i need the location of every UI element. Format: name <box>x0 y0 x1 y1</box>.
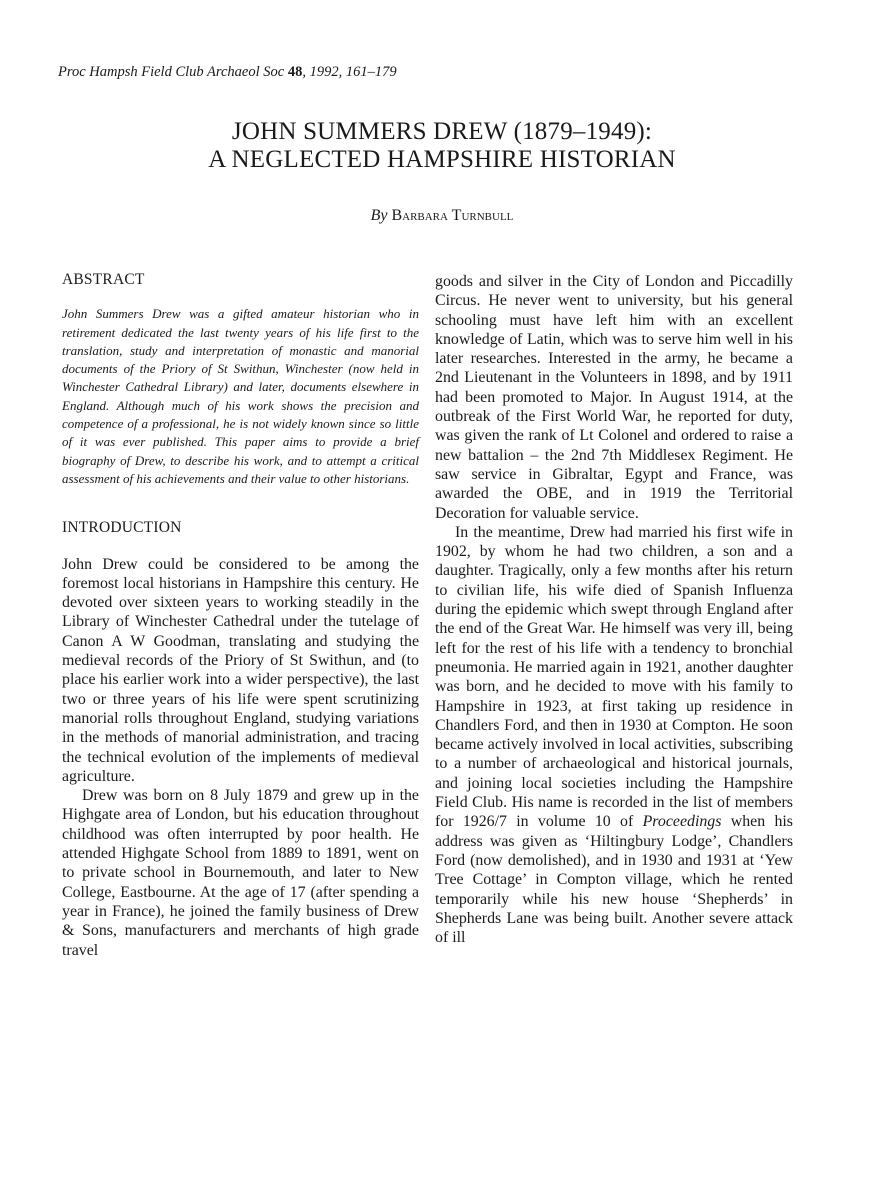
journal-name: Proc Hampsh Field Club Archaeol Soc <box>58 64 285 80</box>
introduction-heading: INTRODUCTION <box>62 519 182 537</box>
author-name: Barbara Turnbull <box>391 207 514 224</box>
intro-paragraph-2: Drew was born on 8 July 1879 and grew up in the Highgate area of London, but his education throughout childhood was often interrupted by poor health. He attended Highgate School from 1889 to 1891, went on to private school in Bournemouth, and later to New College, Eastbourne. At the age of 17 (after spending a year in France), he joined the family business of Drew & Sons, manufacturers and merchants of high grade travel <box>62 787 419 959</box>
title-line-1: JOHN SUMMERS DREW (1879–1949): <box>231 118 653 145</box>
intro-paragraph-1: John Drew could be considered to be among the foremost local historians in Hampshire this century. He devoted over sixteen years to working steadily in the Library of Winchester Cathedral under the tutelage of Canon A W Goodman, translating and studying the medieval records of the Priory of St Swithun, and (to place his earlier work into a wider perspective), the last two or three years of his life were spent scrutinizing manorial rolls throughout England, studying variations in the methods of manorial administration, and tracing the technical evolution of the implements of medieval agriculture. <box>62 555 419 785</box>
byline <box>0 207 884 225</box>
right-column <box>435 272 793 947</box>
right-paragraph-1: goods and silver in the City of London and Piccadilly Circus. He never went to university, but his general schooling must have left him with an excellent knowledge of Latin, which was to serve him well in his later researches. Interested in the army, he became a 2nd Lieutenant in the Volunteers in 1898, and by 1911 had been promoted to Major. In August 1914, at the outbreak of the First World War, he reported for duty, was given the rank of Lt Colonel and ordered to raise a new battalion – the 2nd 7th Middlesex Regiment. He saw service in Gibraltar, Egypt and France, was awarded the OBE, and in 1919 the Territorial Decoration for valuable service. <box>435 273 793 522</box>
abstract-text: John Summers Drew was a gifted amateur historian who in retirement dedicated the last twenty years of his life first to the translation, study and interpretation of monastic and manorial documents of the Priory of St Swithun, Winchester (now held in Winchester Cathedral Library) and later, documents elsewhere in England. Although much of his work shows the precision and competence of a professional, he is not widely known since so little of it was ever published. This paper aims to provide a brief biography of Drew, to describe his work, and to attempt a critical assessment of his achievements and their value to other historians. <box>62 306 419 486</box>
journal-citation <box>58 64 397 81</box>
volume-number: 48 <box>287 64 303 80</box>
proceedings-italic: Proceedings <box>642 813 722 831</box>
article-title <box>0 118 884 174</box>
abstract-heading: ABSTRACT <box>62 271 145 288</box>
right-paragraph-2-part-2: when his address was given as ‘Hiltingbury Lodge’, Chandlers Ford (now demolished), and in 1930 and 1931 at ‘Yew Tree Cottage’ in Compton village, which he rented temporarily while his new house ‘Shepherds’ in Shepherds Lane was being built. Another severe attack of ill <box>435 813 793 947</box>
title-line-2: A NEGLECTED HAMPSHIRE HISTORIAN <box>208 146 676 173</box>
right-paragraph-2-part-1: In the meantime, Drew had married his first wife in 1902, by whom he had two children, a son and a daughter. Tragically, only a few months after his return to civilian life, his wife died of Spanish Influenza during the epidemic which swept through England after the end of the Great War. He himself was very ill, being left for the rest of his life with a tendency to bronchial pneumonia. He married again in 1921, another daughter was born, and he decided to move with his family to Hampshire in 1923, at first taking up residence in Chandlers Ford, and then in 1930 at Compton. He soon became actively involved in local activities, subscribing to a number of archaeological and historical journals, and joining local societies including the Hampshire Field Club. His name is recorded in the list of members for 1926/7 in volume 10 of <box>435 523 793 831</box>
left-column <box>62 270 419 960</box>
byline-by: By <box>370 207 388 224</box>
citation-pages: , 1992, 161–179 <box>302 64 397 80</box>
right-paragraph-2 <box>435 523 793 948</box>
